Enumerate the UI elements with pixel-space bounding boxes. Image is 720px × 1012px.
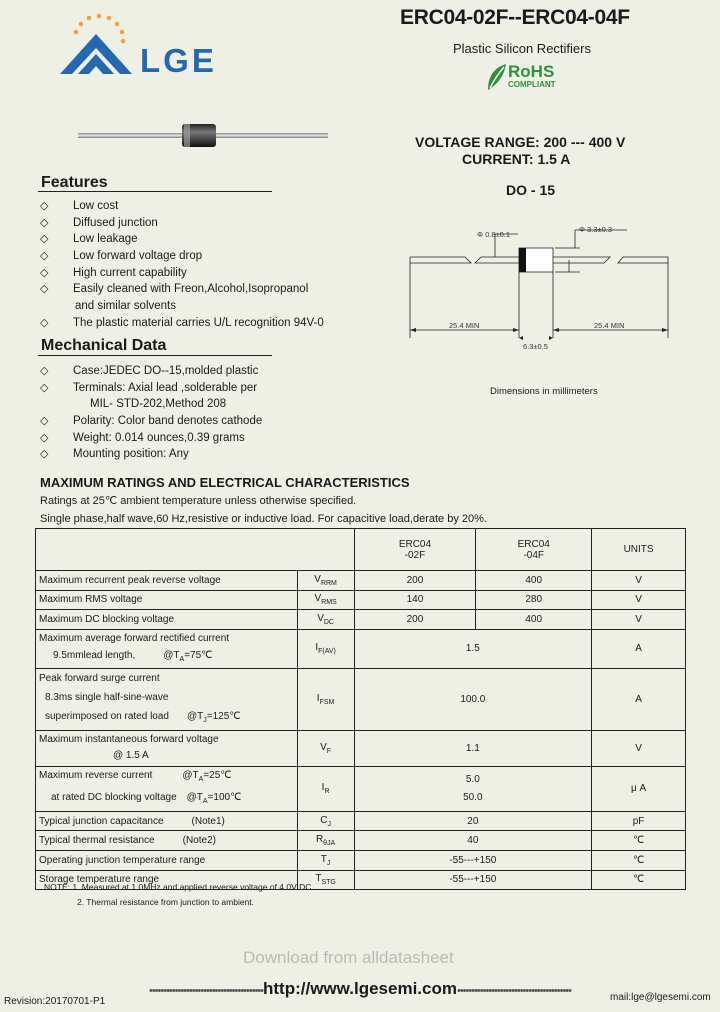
bullet-icon: ◇	[40, 381, 49, 394]
table-row: Maximum recurrent peak reverse voltage $V_{RRM}$ 200 400 V	[36, 571, 686, 591]
list-item: ◇ Easily cleaned with Freon,Alcohol,Isopropanol	[40, 283, 309, 296]
rohs-compliant-label: COMPLIANT	[508, 80, 556, 89]
table-row: Storage temperature range $T_{STG}$ -55---+150 ℃	[36, 870, 686, 890]
table-row: Maximum average forward rectified current 9.5mmlead length, $@T_A=75℃$ $I_{F(AV)}$ 1.5 A	[36, 629, 686, 668]
list-item: ◇ Low forward voltage drop	[40, 250, 203, 263]
bullet-icon: ◇	[40, 200, 49, 212]
list-item: ◇ Terminals: Axial lead ,solderable per	[40, 381, 258, 394]
ratings-table	[35, 528, 686, 890]
bullet-icon: ◇	[40, 431, 49, 444]
rohs-leaf-icon	[486, 62, 508, 92]
table-row: Peak forward surge current 8.3ms single half-sine-wave superimposed on rated load $@T_J=125℃$ $I_{FSM}$ 100.0 A	[36, 668, 686, 730]
mechanical-list	[40, 363, 370, 463]
table-header-blank	[36, 529, 355, 571]
note-1: NOTE: 1. Measured at 1.0MHz and applied reverse voltage of 4.0V DC.	[44, 882, 314, 892]
company-logo	[56, 10, 246, 82]
bullet-icon: ◇	[40, 316, 49, 329]
table-row: Maximum instantaneous forward voltage @ 1.5 A $V_F$ 1.1 V	[36, 730, 686, 766]
download-watermark: Download from alldatasheet	[243, 948, 454, 967]
ratings-note-load: Single phase,half wave,60 Hz,resistive or inductive load. For capacitive load,derate by 20%.	[40, 513, 487, 525]
website-link[interactable]: http://www.lgesemi.com	[263, 979, 457, 998]
right-lead-length-label: 25.4 MIN	[594, 321, 625, 330]
table-row: Maximum RMS voltage $V_{RMS}$ 140 280 V	[36, 590, 686, 610]
list-item: MIL- STD-202,Method 208	[90, 398, 227, 411]
table-row: Maximum reverse current $@T_A=25℃$ at rated DC blocking voltage $@T_A=100℃$ $I_R$ 5.0 50.0 μ A	[36, 766, 686, 811]
bullet-icon: ◇	[40, 216, 49, 229]
features-list	[40, 198, 370, 332]
logo-text: LGE	[140, 42, 217, 79]
list-item: ◇ The plastic material carries U/L recognition 94V-0	[40, 316, 324, 329]
package-name: DO - 15	[506, 182, 556, 198]
bullet-icon: ◇	[40, 365, 49, 377]
voltage-range: VOLTAGE RANGE: 200 --- 400 V	[415, 134, 626, 150]
table-row: Typical thermal resistance (Note2) $R_{\theta JA}$ 40 ℃	[36, 831, 686, 851]
body-diameter-label: Φ 3.3±0.3	[579, 225, 613, 234]
current-rating: CURRENT: 1.5 A	[462, 151, 571, 167]
lead-diameter-label: Φ 0.8±0.1	[477, 230, 511, 239]
ratings-note-ambient: Ratings at 25℃ ambient temperature unless otherwise specified.	[40, 495, 357, 507]
features-heading: Features	[41, 174, 108, 191]
list-item: ◇ Low cost	[40, 200, 119, 212]
bullet-icon: ◇	[40, 448, 49, 461]
bullet-icon: ◇	[40, 250, 49, 263]
list-item: ◇ Low leakage	[40, 233, 138, 246]
table-row: Typical junction capacitance (Note1) $C_J$ 20 pF	[36, 811, 686, 831]
note-2: 2. Thermal resistance from junction to ambient.	[77, 897, 255, 907]
column-header-units: UNITS	[592, 529, 686, 571]
left-lead-length-label: 25.4 MIN	[449, 321, 480, 330]
bullet-icon: ◇	[40, 266, 49, 279]
column-header-04f: ERC04 -04F	[476, 529, 592, 571]
list-item: ◇ High current capability	[40, 266, 187, 279]
revision-label: Revision:20170701-P1	[4, 996, 106, 1007]
list-item: and similar solvents	[75, 300, 176, 313]
features-rule	[38, 191, 272, 192]
table-row: Maximum DC blocking voltage $V_{DC}$ 200 400 V	[36, 610, 686, 630]
bullet-icon: ◇	[40, 415, 49, 428]
table-row: Operating junction temperature range $T_J$ -55---+150 ℃	[36, 850, 686, 870]
table-header-row	[36, 529, 686, 571]
list-item: ◇ Diffused junction	[40, 216, 158, 229]
bullet-icon: ◇	[40, 233, 49, 246]
mechanical-rule	[38, 355, 272, 356]
mechanical-heading: Mechanical Data	[41, 337, 167, 354]
ratings-heading: MAXIMUM RATINGS AND ELECTRICAL CHARACTERISTICS	[40, 475, 410, 490]
body-length-label: 6.3±0.5	[523, 342, 548, 351]
list-item: ◇ Polarity: Color band denotes cathode	[40, 415, 263, 428]
list-item: ◇ Case:JEDEC DO--15,molded plastic	[40, 365, 259, 377]
dimensions-caption: Dimensions in millimeters	[490, 386, 598, 397]
part-range-title: ERC04-02F--ERC04-04F	[400, 6, 630, 29]
column-header-02f: ERC04 -02F	[354, 529, 476, 571]
product-subtitle: Plastic Silicon Rectifiers	[453, 41, 591, 56]
website-url-row: ••••••••••••••••••••••••••••••••••••••••http://www.lgesemi.com••••••••••••••••••••••••••••••••••••••••	[148, 979, 572, 998]
table-notes	[44, 880, 314, 910]
diode-image	[78, 122, 328, 152]
list-item: ◇ Mounting position: Any	[40, 448, 189, 461]
list-item: ◇ Weight: 0.014 ounces,0.39 grams	[40, 431, 245, 444]
package-outline-drawing	[405, 220, 675, 355]
contact-email[interactable]: mail:lge@lgesemi.com	[610, 992, 711, 1003]
bullet-icon: ◇	[40, 283, 49, 296]
cathode-band	[519, 248, 526, 272]
rohs-label: RoHS	[508, 62, 555, 81]
